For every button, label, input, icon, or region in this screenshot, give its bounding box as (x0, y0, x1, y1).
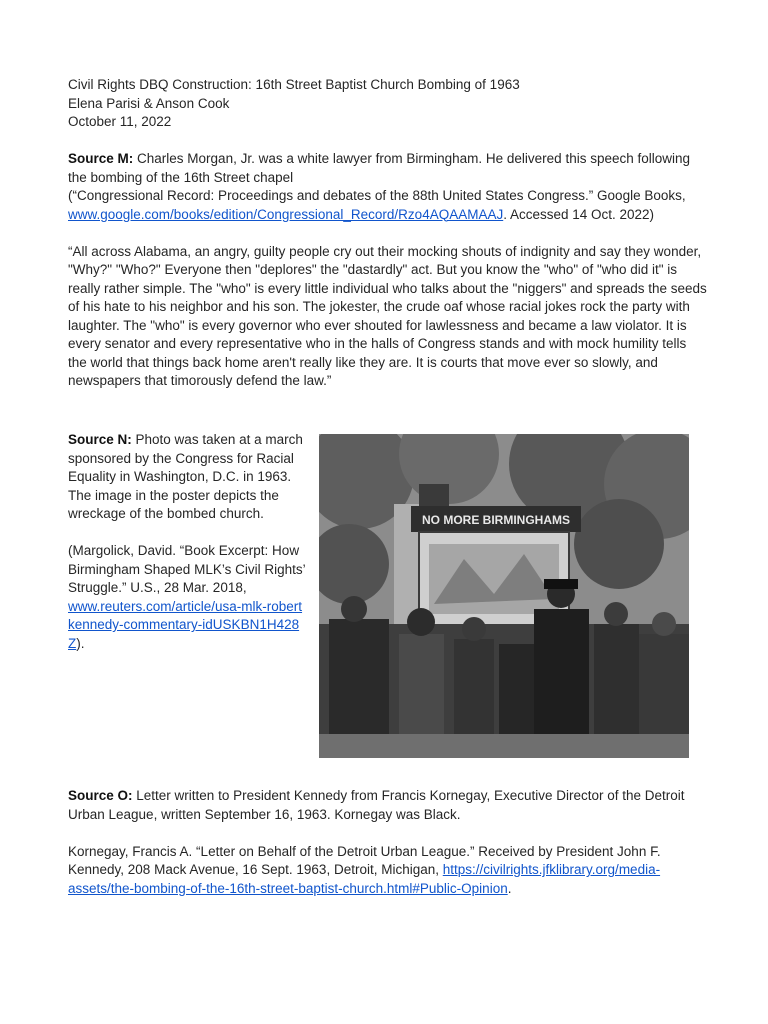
source-m-description-paragraph (68, 150, 708, 187)
poster-sign-text: NO MORE BIRMINGHAMS (422, 513, 570, 527)
source-m-quote: “All across Alabama, an angry, guilty people cry out their mocking shouts of indignity and say they wonder, "Why?" "Who?" Everyone then "deplores" the "dastardly" act. But you know the "who" of "who did it" is really rather simple. The "who" is every little individual who talks about the "niggers" and spreads the seeds of his hate to his neighbor and his son. The jokester, the crude oaf whose racial jokes rock the party with laughter. The "who" is every governor who ever shouted for lawlessness and became a law violator. It is every senator and every representative who in the halls of Congress stands and with mock humility tells the world that things back home aren't really like they are. It is courts that move ever so slowly, and newspapers that timorously defend the law.” (68, 243, 707, 388)
document-title: Civil Rights DBQ Construction: 16th Street Baptist Church Bombing of 1963 (68, 77, 520, 92)
source-o-description-paragraph (68, 787, 708, 824)
source-n-citation (68, 542, 308, 653)
source-m-description: Charles Morgan, Jr. was a white lawyer from Birmingham. He delivered this speech following the bombing of the 16th Street chapel (68, 151, 691, 185)
source-n-citation-link-2[interactable]: kennedy-commentary-idUSKBN1H428 Z (68, 617, 300, 651)
source-o-label: Source O: (68, 788, 133, 803)
march-photo (319, 434, 689, 758)
source-m-citation (68, 187, 708, 224)
source-n-citation-tail: ). (76, 635, 85, 651)
source-m-citation-link[interactable]: www.google.com/books/edition/Congressional_Record/Rzo4AQAAMAAJ (68, 206, 504, 222)
march-photo-image (319, 434, 689, 758)
source-n-description-paragraph (68, 431, 308, 524)
source-o-section (68, 787, 708, 898)
document-body (68, 76, 708, 391)
document-date: October 11, 2022 (68, 114, 172, 129)
source-m-citation-tail: . Accessed 14 Oct. 2022) (503, 206, 655, 222)
source-n-citation-link-1[interactable]: www.reuters.com/article/usa-mlk-robert (68, 598, 303, 614)
source-o-citation (68, 843, 708, 899)
source-n-section (68, 431, 308, 653)
source-o-citation-link[interactable]: https://civilrights.jfklibrary.org/media-assets/the-bombing-of-the-16th-street-baptist-church.html#Public-Opinion (68, 862, 661, 896)
source-m-citation-text: (“Congressional Record: Proceedings and debates of the 88th United States Congress.” Google Books, (68, 188, 686, 203)
source-n-description: Photo was taken at a march sponsored by the Congress for Racial Equality in Washington, D.C. in 1963. The image in the poster depicts the wreckage of the bombed church. (68, 432, 303, 521)
source-m-label: Source M: (68, 151, 134, 166)
source-o-citation-text: Kornegay, Francis A. “Letter on Behalf of the Detroit Urban League.” Received by President John F. Kennedy, 208 Mack Avenue, 16 Sept. 1963, Detroit, Michigan, (68, 843, 661, 877)
source-n-label: Source N: (68, 432, 132, 447)
source-o-description: Letter written to President Kennedy from Francis Kornegay, Executive Director of the Detroit Urban League, written September 16, 1963. Kornegay was Black. (68, 788, 685, 822)
document-authors: Elena Parisi & Anson Cook (68, 95, 230, 111)
source-o-citation-tail: . (507, 880, 512, 896)
source-n-citation-text: (Margolick, David. “Book Excerpt: How Birmingham Shaped MLK’s Civil Rights’ Struggle.” U.S., 28 Mar. 2018, (68, 543, 306, 595)
